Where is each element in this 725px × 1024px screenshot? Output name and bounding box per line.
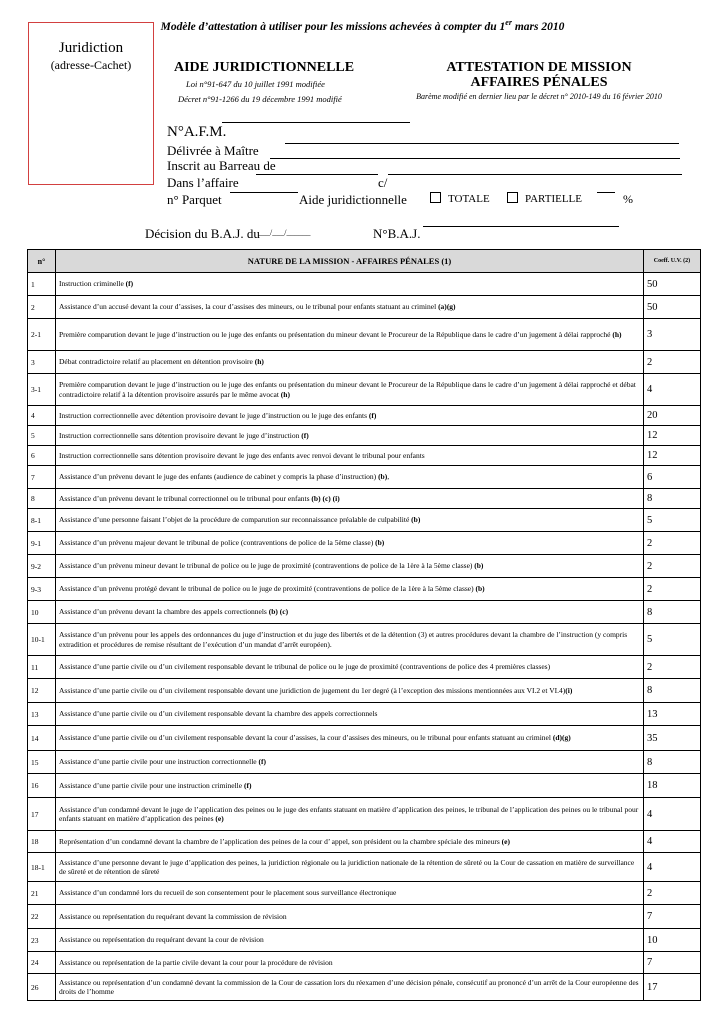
table-row	[28, 273, 701, 296]
inscrit-label: Inscrit au Barreau de	[167, 158, 276, 173]
table-row	[28, 319, 701, 351]
row-label: Instruction criminelle (f)	[56, 273, 644, 296]
totale-checkbox[interactable]	[430, 192, 441, 203]
row-coeff: 2	[644, 656, 701, 679]
parquet-label: n° Parquet	[167, 192, 222, 207]
percent-sign: %	[623, 192, 633, 206]
aide-title: AIDE JURIDICTIONNELLE	[174, 60, 355, 75]
row-coeff: 2	[644, 351, 701, 374]
row-coeff: 4	[644, 831, 701, 853]
row-num: 10-1	[28, 624, 56, 656]
table-row	[28, 882, 701, 905]
row-coeff: 8	[644, 679, 701, 703]
row-num: 7	[28, 466, 56, 489]
row-coeff: 7	[644, 905, 701, 929]
delivree-field[interactable]	[285, 143, 679, 144]
row-coeff: 2	[644, 882, 701, 905]
row-label: Assistance d’un prévenu majeur devant le tribunal de police (contraventions de police de la 5ème classe) (b)	[56, 532, 644, 555]
contre-label: c/	[378, 175, 388, 190]
row-coeff: 3	[644, 319, 701, 351]
row-num: 22	[28, 905, 56, 929]
row-num: 6	[28, 446, 56, 466]
table-row	[28, 703, 701, 726]
table-row	[28, 952, 701, 974]
row-num: 21	[28, 882, 56, 905]
row-coeff: 4	[644, 798, 701, 831]
attestation-bareme-note: Barème modifié en dernier lieu par le décret n° 2010-149 du 16 février 2010	[416, 92, 662, 101]
delivree-label: Délivrée à Maître	[167, 143, 259, 158]
row-num: 17	[28, 798, 56, 831]
row-label: Assistance d’une partie civile pour une instruction correctionnelle (f)	[56, 751, 644, 774]
nbaj-label: N°B.A.J.	[373, 226, 421, 241]
table-row	[28, 578, 701, 601]
row-coeff: 12	[644, 446, 701, 466]
row-label: Assistance d’un prévenu mineur devant le tribunal de police ou le juge de proximité (contraventions de police de la 1ère à la 5ème classe) (b)	[56, 555, 644, 578]
row-label: Assistance d’une personne devant le juge d’application des peines, la juridiction régionale ou la juridiction nationale de la rétention de sûreté ou la Cour de cassation en matière de surveillance de sûreté et de rétention de sûreté	[56, 853, 644, 882]
row-num: 13	[28, 703, 56, 726]
row-label: Assistance d’un prévenu pour les appels des ordonnances du juge d’instruction et du juge des libertés et de la détention (3) et autres procédures devant la chambre de l’instruction (y compris extradition et procédures de remise résultant de l’exécution d’un mandat d’arrêt européen).	[56, 624, 644, 656]
header-num: n°	[28, 250, 56, 273]
table-row	[28, 406, 701, 426]
row-coeff: 35	[644, 726, 701, 751]
table-row	[28, 296, 701, 319]
row-coeff: 8	[644, 489, 701, 509]
attestation-title-line2: AFFAIRES PÉNALES	[470, 75, 608, 90]
affaire-field[interactable]	[256, 174, 378, 175]
inscrit-field[interactable]	[270, 158, 680, 159]
header-note-end: mars 2010	[511, 20, 565, 33]
row-label: Assistance d’une partie civile ou d’un civilement responsable devant une juridiction de jugement du 1er degré (à l’exception des missions mentionnées aux VI.2 et VI.4)(i)	[56, 679, 644, 703]
decision-date-field[interactable]: ___/___/______	[258, 228, 311, 237]
row-num: 9-2	[28, 555, 56, 578]
table-row	[28, 929, 701, 952]
partielle-checkbox[interactable]	[507, 192, 518, 203]
row-label: Assistance d’une partie civile ou d’un civilement responsable devant le tribunal de police ou le juge de proximité (contraventions de police des 4 premières classes)	[56, 656, 644, 679]
row-coeff: 8	[644, 751, 701, 774]
table-row	[28, 831, 701, 853]
row-label: Assistance d’une partie civile ou d’un civilement responsable devant la chambre des appels correctionnels	[56, 703, 644, 726]
juridiction-stamp-box	[28, 22, 154, 185]
table-row	[28, 726, 701, 751]
afm-field[interactable]	[222, 122, 410, 123]
row-coeff: 18	[644, 774, 701, 798]
row-num: 5	[28, 426, 56, 446]
missions-table	[27, 249, 701, 1001]
row-num: 18	[28, 831, 56, 853]
row-label: Assistance ou représentation du requérant devant la commission de révision	[56, 905, 644, 929]
row-num: 12	[28, 679, 56, 703]
row-coeff: 2	[644, 555, 701, 578]
table-row	[28, 351, 701, 374]
header-coeff: Coeff. U.V. (2)	[644, 250, 701, 273]
row-coeff: 5	[644, 509, 701, 532]
row-label: Débat contradictoire relatif au placement en détention provisoire (h)	[56, 351, 644, 374]
row-num: 15	[28, 751, 56, 774]
row-coeff: 20	[644, 406, 701, 426]
juridiction-title: Juridiction	[58, 40, 124, 56]
table-row	[28, 853, 701, 882]
header-note-sup: er	[505, 18, 512, 27]
row-num: 1	[28, 273, 56, 296]
row-label: Assistance ou représentation d’un condamné devant la commission de la Cour de cassation lors du réexamen d’une décision pénale, consécutif au prononcé d’un arrêt de la Cour européenne des droits de l’homme	[56, 974, 644, 1001]
table-row	[28, 905, 701, 929]
table-header-row	[28, 250, 701, 273]
row-label: Assistance ou représentation de la partie civile devant la cour pour la procédure de révision	[56, 952, 644, 974]
row-label: Première comparution devant le juge d’instruction ou le juge des enfants ou présentation du mineur devant le Procureur de la République dans le cadre d’un jugement à délai rapproché et débat contradictoire relatif à la détention provisoire assurés par le même avocat (h)	[56, 374, 644, 406]
table-row	[28, 751, 701, 774]
aide-loi-ref: Loi n°91-647 du 10 juillet 1991 modifiée	[186, 79, 325, 89]
table-row	[28, 446, 701, 466]
table-row	[28, 509, 701, 532]
row-label: Assistance d’un prévenu protégé devant le tribunal de police ou le juge de proximité (contraventions de police de la 1ère à la 5ème classe) (b)	[56, 578, 644, 601]
attestation-title	[425, 60, 653, 90]
table-row	[28, 426, 701, 446]
row-label: Représentation d’un condamné devant la chambre de l’application des peines de la cour d’ appel, son président ou la chambre spéciale des mineurs (e)	[56, 831, 644, 853]
row-coeff: 13	[644, 703, 701, 726]
row-num: 8	[28, 489, 56, 509]
row-label: Assistance d’un condamné devant le juge de l’application des peines ou le juge des enfants statuant en matière d’application des peines, le tribunal de l’application des peines ou le tribunal pour enfants statuant en matière d’application des peines (e)	[56, 798, 644, 831]
juridiction-subtitle: (adresse-Cachet)	[50, 58, 132, 72]
table-row	[28, 974, 701, 1001]
row-num: 10	[28, 601, 56, 624]
row-coeff: 2	[644, 532, 701, 555]
row-label: Assistance d’une partie civile ou d’un civilement responsable devant la cour d’assises, la cour d’assises des mineurs, ou le tribunal pour enfants statuant au criminel (d)(g)	[56, 726, 644, 751]
attestation-title-line1: ATTESTATION DE MISSION	[446, 60, 632, 75]
nbaj-field[interactable]	[423, 226, 619, 227]
affaire-label: Dans l’affaire	[167, 175, 239, 190]
row-label: Instruction correctionnelle sans détention provisoire devant le juge des enfants avec renvoi devant le tribunal pour enfants	[56, 446, 644, 466]
row-num: 18-1	[28, 853, 56, 882]
totale-option[interactable]	[430, 192, 490, 205]
row-coeff: 2	[644, 578, 701, 601]
table-row	[28, 656, 701, 679]
row-coeff: 8	[644, 601, 701, 624]
row-coeff: 17	[644, 974, 701, 1001]
aide-decret-ref: Décret n°91-1266 du 19 décembre 1991 modifié	[178, 94, 342, 104]
row-label: Assistance d’une personne faisant l’objet de la procédure de comparution sur reconnaissance préalable de culpabilité (b)	[56, 509, 644, 532]
row-coeff: 5	[644, 624, 701, 656]
row-coeff: 4	[644, 853, 701, 882]
table-row	[28, 532, 701, 555]
row-label: Assistance d’une partie civile pour une instruction criminelle (f)	[56, 774, 644, 798]
totale-label: TOTALE	[448, 193, 490, 205]
row-num: 26	[28, 974, 56, 1001]
row-coeff: 10	[644, 929, 701, 952]
afm-label: N°A.F.M.	[167, 124, 227, 140]
row-num: 3-1	[28, 374, 56, 406]
table-row	[28, 679, 701, 703]
row-num: 16	[28, 774, 56, 798]
row-coeff: 4	[644, 374, 701, 406]
row-coeff: 50	[644, 273, 701, 296]
decision-baj-label: Décision du B.A.J. du	[145, 226, 260, 241]
row-num: 2-1	[28, 319, 56, 351]
partielle-option[interactable]	[507, 192, 582, 205]
row-label: Assistance d’un prévenu devant le tribunal correctionnel ou le tribunal pour enfants (b) (c) (i)	[56, 489, 644, 509]
row-num: 23	[28, 929, 56, 952]
table-row	[28, 798, 701, 831]
row-label: Assistance ou représentation du requérant devant la cour de révision	[56, 929, 644, 952]
table-row	[28, 555, 701, 578]
row-coeff: 7	[644, 952, 701, 974]
row-coeff: 12	[644, 426, 701, 446]
row-num: 9-3	[28, 578, 56, 601]
row-num: 3	[28, 351, 56, 374]
parquet-field[interactable]	[230, 192, 298, 193]
row-num: 2	[28, 296, 56, 319]
row-coeff: 6	[644, 466, 701, 489]
table-row	[28, 624, 701, 656]
row-label: Assistance d’un prévenu devant le juge des enfants (audience de cabinet y compris la phase d’instruction) (b),	[56, 466, 644, 489]
table-row	[28, 374, 701, 406]
row-label: Instruction correctionnelle avec détention provisoire devant le juge d’instruction ou le juge des enfants (f)	[56, 406, 644, 426]
row-label: Première comparution devant le juge d’instruction ou le juge des enfants ou présentation du mineur devant le Procureur de la République dans le cadre d’un jugement à délai rapproché (h)	[56, 319, 644, 351]
contre-field[interactable]	[388, 174, 682, 175]
row-label: Assistance d’un condamné lors du recueil de son consentement pour le placement sous surveillance électronique	[56, 882, 644, 905]
percent-field[interactable]	[597, 192, 615, 193]
partielle-label: PARTIELLE	[525, 193, 582, 205]
row-label: Assistance d’un prévenu devant la chambre des appels correctionnels (b) (c)	[56, 601, 644, 624]
row-label: Assistance d’un accusé devant la cour d’assises, la cour d’assises des mineurs, ou le tribunal pour enfants statuant au criminel (a)(g)	[56, 296, 644, 319]
header-nature: NATURE DE LA MISSION - AFFAIRES PÉNALES (1)	[56, 250, 644, 273]
row-coeff: 50	[644, 296, 701, 319]
row-num: 8-1	[28, 509, 56, 532]
header-note-text: Modèle d’attestation à utiliser pour les missions achevées à compter du 1	[160, 20, 506, 33]
row-num: 14	[28, 726, 56, 751]
table-row	[28, 601, 701, 624]
row-num: 24	[28, 952, 56, 974]
table-row	[28, 774, 701, 798]
table-row	[28, 466, 701, 489]
table-row	[28, 489, 701, 509]
row-num: 4	[28, 406, 56, 426]
aide-juridictionnelle-label: Aide juridictionnelle	[299, 192, 407, 207]
row-label: Instruction correctionnelle sans détention provisoire devant le juge d’instruction (f)	[56, 426, 644, 446]
row-num: 11	[28, 656, 56, 679]
row-num: 9-1	[28, 532, 56, 555]
